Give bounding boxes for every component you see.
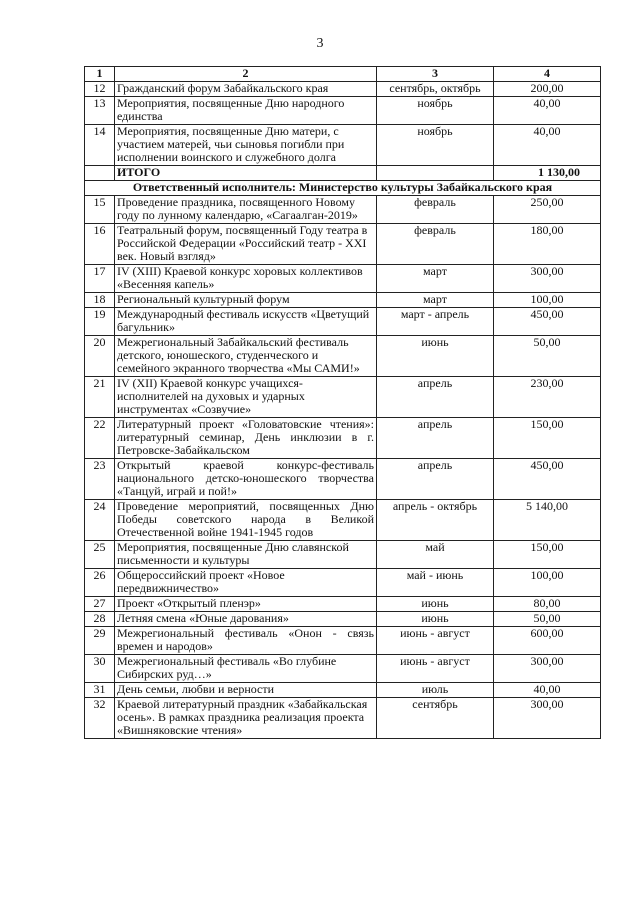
row-event-name: IV (XIII) Краевой конкурс хоровых коллективов «Весенняя капель» bbox=[115, 265, 377, 293]
row-event-name: Общероссийский проект «Новое передвижничество» bbox=[115, 569, 377, 597]
row-event-name: Межрегиональный Забайкальский фестиваль детского, юношеского, студенческого и семейного экранного творчества «Мы САМИ!» bbox=[115, 336, 377, 377]
table-row bbox=[85, 627, 601, 655]
table-row bbox=[85, 459, 601, 500]
table-row bbox=[85, 336, 601, 377]
row-event-name: Проект «Открытый пленэр» bbox=[115, 597, 377, 612]
row-period: февраль bbox=[377, 224, 494, 265]
row-event-name: Театральный форум, посвященный Году театра в Российской Федерации «Российский театр - XXI век. Новый взгляд» bbox=[115, 224, 377, 265]
table-header-row bbox=[85, 67, 601, 82]
row-number: 23 bbox=[85, 459, 115, 500]
row-period: апрель - октябрь bbox=[377, 500, 494, 541]
table-row bbox=[85, 265, 601, 293]
table-row bbox=[85, 655, 601, 683]
row-amount: 300,00 bbox=[494, 265, 601, 293]
row-number: 19 bbox=[85, 308, 115, 336]
total-row bbox=[85, 166, 601, 181]
row-number: 26 bbox=[85, 569, 115, 597]
row-event-name: IV (XII) Краевой конкурс учащихся-исполнителей на духовых и ударных инструментах «Созвучие» bbox=[115, 377, 377, 418]
row-amount: 50,00 bbox=[494, 336, 601, 377]
table-row bbox=[85, 308, 601, 336]
row-event-name: Региональный культурный форум bbox=[115, 293, 377, 308]
table-row bbox=[85, 125, 601, 166]
row-event-name: Литературный проект «Головатовские чтения»: литературный семинар, День инклюзии в г. Петровске-Забайкальском bbox=[115, 418, 377, 459]
row-number: 12 bbox=[85, 82, 115, 97]
row-number: 32 bbox=[85, 698, 115, 739]
row-number: 21 bbox=[85, 377, 115, 418]
row-amount: 250,00 bbox=[494, 196, 601, 224]
page-number: 3 bbox=[316, 36, 324, 51]
row-period: июнь bbox=[377, 612, 494, 627]
total-period bbox=[377, 166, 494, 181]
row-number: 17 bbox=[85, 265, 115, 293]
row-number: 31 bbox=[85, 683, 115, 698]
row-number: 18 bbox=[85, 293, 115, 308]
row-amount: 100,00 bbox=[494, 293, 601, 308]
row-event-name: Межрегиональный фестиваль «Онон - связь времен и народов» bbox=[115, 627, 377, 655]
table-row bbox=[85, 500, 601, 541]
row-amount: 5 140,00 bbox=[494, 500, 601, 541]
table-row bbox=[85, 293, 601, 308]
row-period: июль bbox=[377, 683, 494, 698]
table-row bbox=[85, 418, 601, 459]
table-row bbox=[85, 612, 601, 627]
row-number: 25 bbox=[85, 541, 115, 569]
row-amount: 600,00 bbox=[494, 627, 601, 655]
row-event-name: Открытый краевой конкурс-фестиваль национального детско-юношеского творчества «Танцуй, играй и пой!» bbox=[115, 459, 377, 500]
row-number: 15 bbox=[85, 196, 115, 224]
header-col-1: 1 bbox=[85, 67, 115, 82]
table-row bbox=[85, 597, 601, 612]
row-amount: 40,00 bbox=[494, 683, 601, 698]
table-row bbox=[85, 698, 601, 739]
row-number: 29 bbox=[85, 627, 115, 655]
row-period: февраль bbox=[377, 196, 494, 224]
table-row bbox=[85, 97, 601, 125]
row-amount: 150,00 bbox=[494, 418, 601, 459]
row-event-name: Проведение праздника, посвященного Новому году по лунному календарю, «Сагаалган-2019» bbox=[115, 196, 377, 224]
table-row bbox=[85, 196, 601, 224]
table-row bbox=[85, 541, 601, 569]
row-number: 20 bbox=[85, 336, 115, 377]
row-period: апрель bbox=[377, 377, 494, 418]
row-period: июнь - август bbox=[377, 627, 494, 655]
table-row bbox=[85, 82, 601, 97]
total-amount: 1 130,00 bbox=[494, 166, 601, 181]
total-row-number bbox=[85, 166, 115, 181]
row-period: сентябрь, октябрь bbox=[377, 82, 494, 97]
row-event-name: Краевой литературный праздник «Забайкальская осень». В рамках праздника реализация проекта «Вишняковские чтения» bbox=[115, 698, 377, 739]
events-table bbox=[84, 66, 601, 739]
row-period: июнь bbox=[377, 336, 494, 377]
row-period: май bbox=[377, 541, 494, 569]
row-amount: 450,00 bbox=[494, 308, 601, 336]
row-period: март - апрель bbox=[377, 308, 494, 336]
row-event-name: Мероприятия, посвященные Дню народного единства bbox=[115, 97, 377, 125]
row-period: ноябрь bbox=[377, 97, 494, 125]
row-amount: 230,00 bbox=[494, 377, 601, 418]
row-event-name: Мероприятия, посвященные Дню матери, с участием матерей, чьи сыновья погибли при исполнении воинского и служебного долга bbox=[115, 125, 377, 166]
row-period: ноябрь bbox=[377, 125, 494, 166]
row-period: апрель bbox=[377, 459, 494, 500]
header-col-4: 4 bbox=[494, 67, 601, 82]
row-amount: 180,00 bbox=[494, 224, 601, 265]
table-row bbox=[85, 683, 601, 698]
row-number: 13 bbox=[85, 97, 115, 125]
row-amount: 300,00 bbox=[494, 655, 601, 683]
section-title-row bbox=[85, 181, 601, 196]
row-event-name: Международный фестиваль искусств «Цветущий багульник» bbox=[115, 308, 377, 336]
row-number: 14 bbox=[85, 125, 115, 166]
row-period: сентябрь bbox=[377, 698, 494, 739]
table-row bbox=[85, 569, 601, 597]
row-amount: 40,00 bbox=[494, 125, 601, 166]
row-amount: 40,00 bbox=[494, 97, 601, 125]
row-amount: 50,00 bbox=[494, 612, 601, 627]
row-period: июнь bbox=[377, 597, 494, 612]
row-period: март bbox=[377, 293, 494, 308]
row-amount: 80,00 bbox=[494, 597, 601, 612]
row-period: май - июнь bbox=[377, 569, 494, 597]
row-event-name: Межрегиональный фестиваль «Во глубине Сибирских руд…» bbox=[115, 655, 377, 683]
table-row bbox=[85, 224, 601, 265]
row-number: 22 bbox=[85, 418, 115, 459]
row-number: 16 bbox=[85, 224, 115, 265]
row-amount: 200,00 bbox=[494, 82, 601, 97]
table-row bbox=[85, 377, 601, 418]
section-title: Ответственный исполнитель: Министерство культуры Забайкальского края bbox=[85, 181, 601, 196]
row-period: апрель bbox=[377, 418, 494, 459]
row-event-name: Летняя смена «Юные дарования» bbox=[115, 612, 377, 627]
row-event-name: День семьи, любви и верности bbox=[115, 683, 377, 698]
row-event-name: Проведение мероприятий, посвященных Дню Победы советского народа в Великой Отечественной войне 1941-1945 годов bbox=[115, 500, 377, 541]
row-event-name: Мероприятия, посвященные Дню славянской письменности и культуры bbox=[115, 541, 377, 569]
row-amount: 150,00 bbox=[494, 541, 601, 569]
row-number: 24 bbox=[85, 500, 115, 541]
header-col-3: 3 bbox=[377, 67, 494, 82]
row-period: июнь - август bbox=[377, 655, 494, 683]
row-number: 27 bbox=[85, 597, 115, 612]
row-period: март bbox=[377, 265, 494, 293]
events-table-body bbox=[85, 67, 601, 739]
row-amount: 300,00 bbox=[494, 698, 601, 739]
row-amount: 100,00 bbox=[494, 569, 601, 597]
row-number: 30 bbox=[85, 655, 115, 683]
row-amount: 450,00 bbox=[494, 459, 601, 500]
row-number: 28 bbox=[85, 612, 115, 627]
row-event-name: Гражданский форум Забайкальского края bbox=[115, 82, 377, 97]
total-label: ИТОГО bbox=[115, 166, 377, 181]
header-col-2: 2 bbox=[115, 67, 377, 82]
